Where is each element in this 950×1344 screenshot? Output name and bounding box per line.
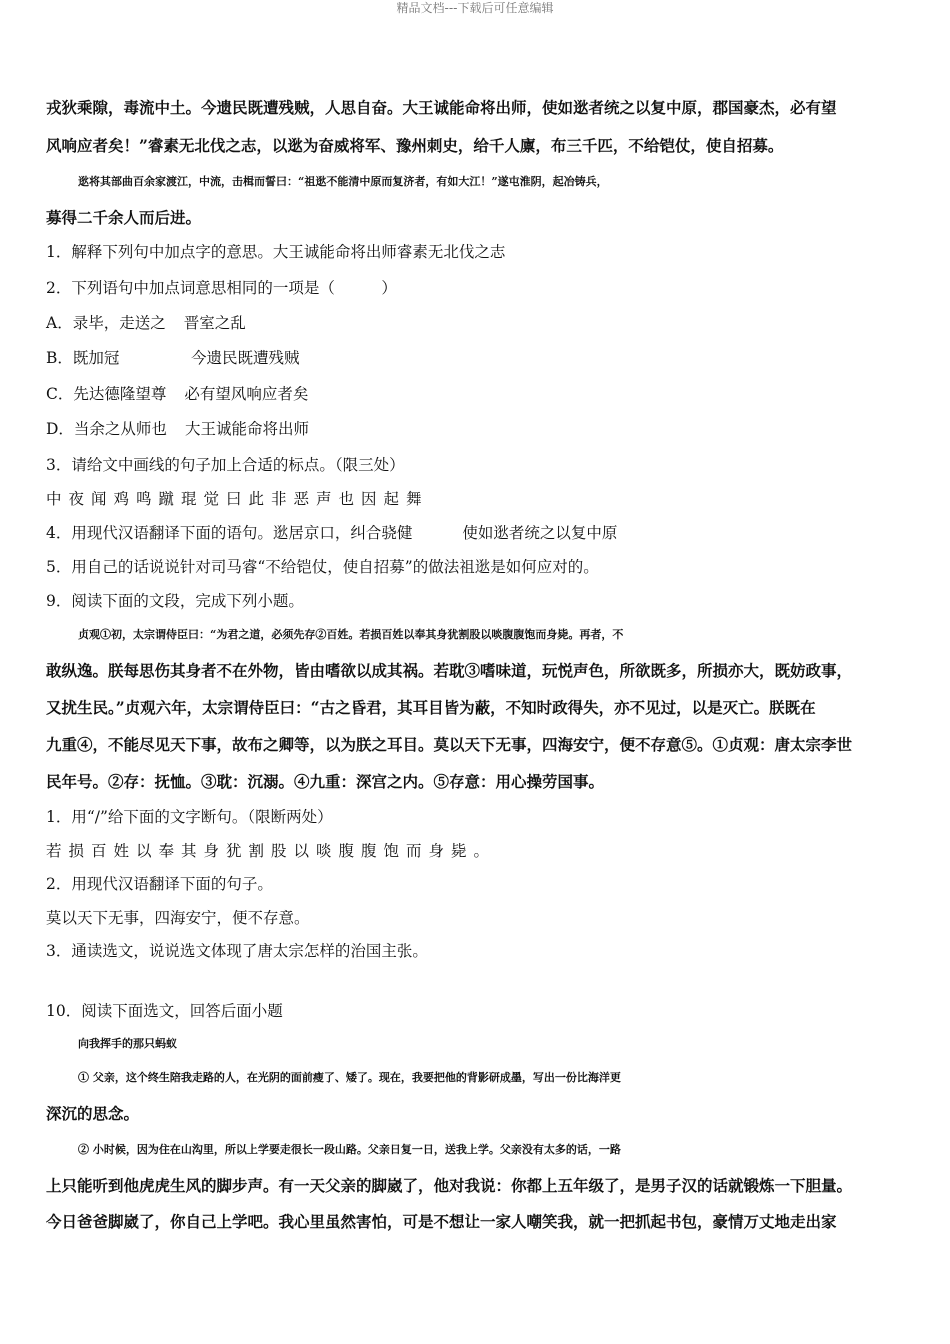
option-b [46,347,906,369]
question-8-3: 3．请给文中画线的句子加上合适的标点。（限三处） [46,456,405,474]
passage-b-line: 又扰生民。”贞观六年，太宗谓侍臣曰：“古之昏君，其耳目皆为蔽，不知时政得失，亦不见过，以是灭亡。朕既在 [46,698,816,717]
passage-c-line: ② 小时候，因为住在山沟里，所以上学要走很长一段山路。父亲日复一日，送我上学。父亲没有太多的话，一路 [78,1143,621,1156]
passage-c-line: 深沉的思念。 [46,1104,140,1123]
option-c [46,383,906,405]
passage-b-line: 民年号。②存：抚恤。③耽：沉溺。④九重：深宫之内。⑤存意：用心操劳国事。 [46,772,605,791]
passage-a-line: 募得二千余人而后进。 [46,208,202,227]
option-c-left: C．先达德隆望尊 [46,385,167,403]
option-b-left: B．既加冠 [46,349,120,367]
passage-c-line: 上只能听到他虎虎生风的脚步声。有一天父亲的脚崴了，他对我说：你都上五年级了，是男子汉的话就锻炼一下胆量。 [46,1176,853,1195]
option-a-left: A．录毕，走送之 [46,314,166,332]
question-9-title: 9．阅读下面的文段，完成下列小题。 [46,592,304,610]
passage-a-line: 逖将其部曲百余家渡江，中流，击楫而誓曰：“祖逖不能清中原而复济者，有如大江！”遂屯淮阴，起冶铸兵， [78,175,608,188]
passage-c-title: 向我挥手的那只蚂蚁 [78,1037,177,1050]
question-8-5: 5．用自己的话说说针对司马睿“不给铠仗，使自招募”的做法祖逖是如何应对的。 [46,558,599,576]
question-8-1: 1．解释下列句中加点字的意思。大王诚能命将出师睿素无北伐之志 [46,243,506,261]
question-9-2-text: 莫以天下无事，四海安宁，便不存意。 [46,909,310,927]
question-8-3-text: 中夜闻鸡鸣蹴琨觉曰此非恶声也因起舞 [46,490,429,508]
option-d-left: D．当余之从师也 [46,420,167,438]
page-header: 精品文档---下载后可任意编辑 [396,1,554,15]
question-8-2: 2．下列语句中加点词意思相同的一项是（ ） [46,279,397,297]
option-d-right: 大王诚能命将出师 [184,420,309,438]
option-b-right: 今遗民既遭残贼 [191,349,300,367]
option-a [46,312,906,334]
question-9-2: 2．用现代汉语翻译下面的句子。 [46,875,273,893]
passage-b-line: 贞观①初，太宗谓侍臣曰：“为君之道，必须先存②百姓。若损百姓以奉其身犹割股以啖腹腹饱而身毙。再者，不 [78,628,624,641]
passage-b-line: 敢纵逸。朕每思伤其身者不在外物，皆由嗜欲以成其祸。若耽③嗜味道，玩悦声色，所欲既多，所损亦大，既妨政事， [46,661,853,680]
question-8-4-label: 4．用现代汉语翻译下面的语句。逖居京口，纠合骁健 [46,524,413,542]
passage-b-line: 九重④，不能尽见天下事，故布之卿等，以为朕之耳目。莫以天下无事，四海安宁，便不存意⑤。①贞观：唐太宗李世 [46,735,853,754]
question-9-1-text: 若损百姓以奉其身犹割股以啖腹腹饱而身毙。 [46,842,497,860]
question-8-4 [46,522,906,544]
question-9-1: 1．用“/”给下面的文字断句。（限断两处） [46,808,333,826]
passage-c-line: 今日爸爸脚崴了，你自己上学吧。我心里虽然害怕，可是不想让一家人嘲笑我，就一把抓起书包，豪情万丈地走出家 [46,1212,837,1231]
passage-a-line: 戎狄乘隙，毒流中土。今遗民既遭残贼，人思自奋。大王诚能命将出师，使如逖者统之以复中原，郡国豪杰，必有望 [46,98,837,117]
question-10-title: 10．阅读下面选文，回答后面小题 [46,1002,283,1020]
question-8-4-right: 使如逖者统之以复中原 [462,524,618,542]
option-d [46,418,906,440]
option-a-right: 晋室之乱 [183,314,246,332]
option-c-right: 必有望风响应者矣 [184,385,309,403]
passage-a-line: 风响应者矣！”睿素无北伐之志，以逖为奋威将军、豫州刺史，给千人廪，布三千匹，不给铠仗，使自招募。 [46,136,784,155]
passage-c-line: ① 父亲，这个终生陪我走路的人，在光阴的面前瘦了、矮了。现在，我要把他的背影研成墨，写出一份比海洋更 [78,1071,621,1084]
question-9-3: 3．通读选文，说说选文体现了唐太宗怎样的治国主张。 [46,942,428,960]
